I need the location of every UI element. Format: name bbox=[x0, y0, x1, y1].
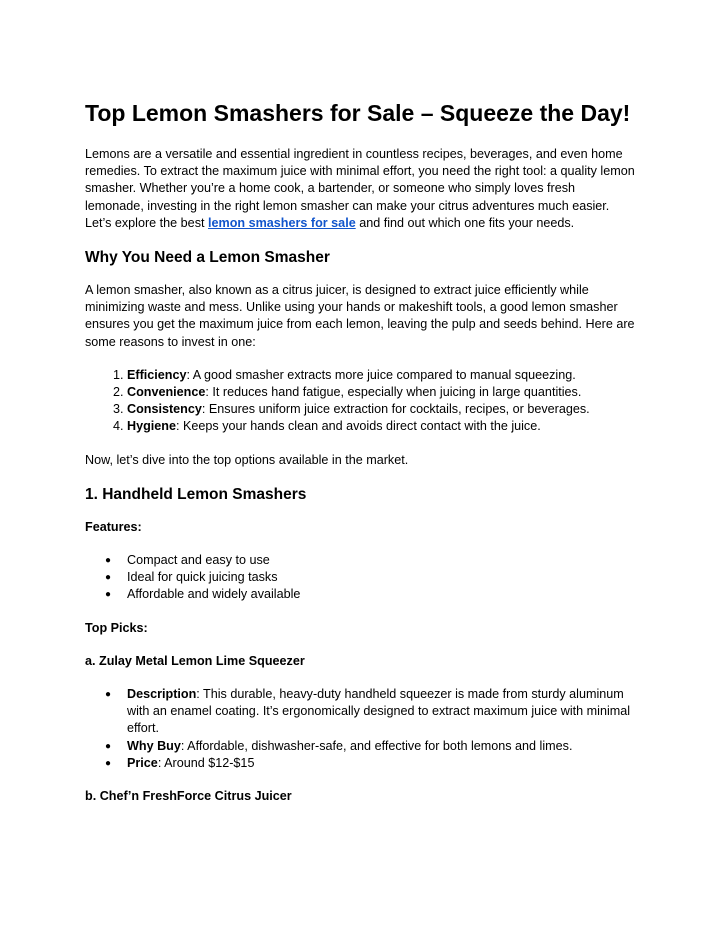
reason-text: : Keeps your hands clean and avoids direct contact with the juice. bbox=[176, 419, 541, 434]
features-label: Features: bbox=[85, 519, 142, 534]
reason-text: : A good smasher extracts more juice compared to manual squeezing. bbox=[186, 367, 576, 382]
detail-term: Price bbox=[127, 755, 158, 770]
list-item bbox=[127, 418, 637, 435]
pick-a-title: a. Zulay Metal Lemon Lime Squeezer bbox=[85, 653, 305, 668]
reason-term: Consistency bbox=[127, 402, 202, 417]
list-item: ● Affordable and widely available bbox=[127, 586, 637, 603]
why-section-paragraph: A lemon smasher, also known as a citrus juicer, is designed to extract juice efficiently while minimizing waste and mess. Unlike using your hands or makeshift tools, a good lemon smasher ensures you get the maximum juice from each lemon, leaving the pulp and seeds behind. Here are some reasons to invest in one: bbox=[85, 283, 635, 349]
list-item bbox=[127, 755, 637, 772]
list-item bbox=[127, 738, 637, 755]
reason-term: Hygiene bbox=[127, 419, 176, 434]
reason-text: : It reduces hand fatigue, especially when juicing in large quantities. bbox=[205, 385, 582, 400]
pick-a-details-list bbox=[85, 686, 637, 772]
features-list bbox=[85, 552, 637, 604]
list-item bbox=[127, 384, 637, 401]
handheld-section-heading: 1. Handheld Lemon Smashers bbox=[85, 485, 307, 503]
list-item: ● Compact and easy to use bbox=[127, 552, 637, 569]
reasons-list bbox=[85, 367, 637, 436]
list-item bbox=[127, 367, 637, 384]
reason-term: Efficiency bbox=[127, 367, 187, 382]
intro-text-after-link: and find out which one fits your needs. bbox=[355, 215, 575, 230]
list-item bbox=[127, 401, 637, 418]
page-title: Top Lemon Smashers for Sale – Squeeze the Day! bbox=[85, 100, 631, 126]
reason-term: Convenience bbox=[127, 385, 206, 400]
list-item bbox=[127, 686, 637, 738]
list-item: ● Ideal for quick juicing tasks bbox=[127, 569, 637, 586]
lemon-smashers-link[interactable]: lemon smashers for sale bbox=[208, 215, 356, 230]
detail-text: : This durable, heavy-duty handheld squeezer is made from sturdy aluminum with an enamel coating. It’s ergonomically designed to extract maximum juice with minimal effort. bbox=[127, 687, 631, 736]
pick-b-title: b. Chef’n FreshForce Citrus Juicer bbox=[85, 789, 292, 804]
reason-text: : Ensures uniform juice extraction for cocktails, recipes, or beverages. bbox=[201, 402, 590, 417]
intro-paragraph bbox=[85, 146, 637, 232]
top-picks-label: Top Picks: bbox=[85, 620, 148, 635]
detail-term: Why Buy bbox=[127, 738, 181, 753]
detail-text: : Affordable, dishwasher-safe, and effective for both lemons and limes. bbox=[180, 738, 573, 753]
document-page bbox=[85, 96, 637, 821]
detail-text: : Around $12-$15 bbox=[157, 755, 255, 770]
detail-term: Description bbox=[127, 687, 197, 702]
why-section-heading: Why You Need a Lemon Smasher bbox=[85, 249, 330, 267]
intro-text-before-link: Lemons are a versatile and essential ingredient in countless recipes, beverages, and even home remedies. To extract the maximum juice with minimal effort, you need the right tool: a quality lemon smasher. Whether you’re a home cook, a bartender, or someone who simply loves fresh lemonade, investing in the right lemon smasher can make your citrus adventures much easier. Let’s explore the best bbox=[85, 147, 635, 230]
transition-paragraph: Now, let’s dive into the top options available in the market. bbox=[85, 452, 409, 467]
